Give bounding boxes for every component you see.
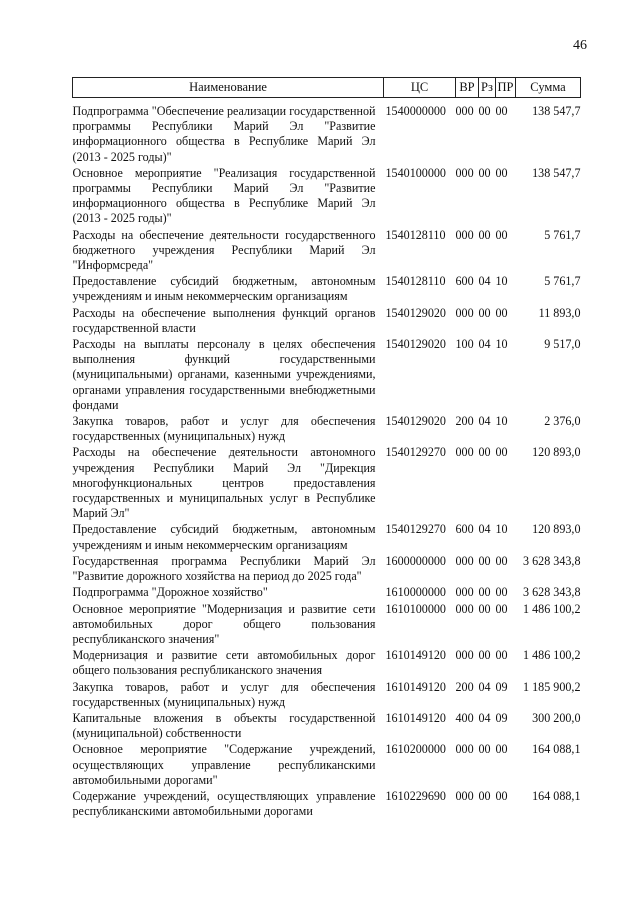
cell-sum: 5 761,7 [544,227,581,242]
cell-vr: 000 [455,585,474,600]
table-row [73,522,581,553]
cell-cs: 1610000000 [385,585,446,600]
table-row [73,711,581,742]
cell-vr: 000 [455,445,474,460]
cell-vr: 000 [455,227,474,242]
cell-vr: 000 [455,104,474,118]
budget-table [72,77,581,820]
cell-vr: 000 [455,305,474,320]
table-row [73,789,581,820]
cell-rz: 00 [478,788,491,803]
cell-sum: 9 517,0 [544,337,581,352]
cell-rz: 00 [478,585,491,600]
cell-sum: 1 486 100,2 [523,601,581,616]
cell-rz: 00 [478,165,491,180]
cell-cs: 1600000000 [385,553,446,568]
table-row [73,680,581,711]
cell-name: Модернизация и развитие сети автомобильных дорог общего пользования республиканского значения [72,648,376,678]
cell-vr: 000 [455,165,474,180]
cell-pr: 00 [495,227,508,242]
cell-cs: 1610229690 [385,788,446,803]
cell-name: Расходы на выплаты персоналу в целях обеспечения выполнения функций государственными (муниципальными) органами, казенными учреждениями, органами управления государственными внебюджетными фондами [72,337,376,412]
table-row [73,585,581,601]
cell-cs: 1610149120 [385,679,446,694]
cell-pr: 00 [495,648,508,663]
table-row [73,104,581,166]
header-sum: Сумма [516,78,581,98]
cell-pr: 00 [495,742,508,757]
cell-vr: 600 [455,274,474,289]
cell-cs: 1540129270 [385,522,446,537]
cell-cs: 1610149120 [385,648,446,663]
cell-sum: 1 185 900,2 [523,679,581,694]
cell-name: Подпрограмма "Обеспечение реализации государственной программы Республики Марий Эл "Развитие информационного общества в Республике Марий Эл (2013 - 2025 годы)" [72,104,376,164]
cell-rz: 00 [478,305,491,320]
cell-cs: 1540128110 [385,227,446,242]
cell-sum: 11 893,0 [538,305,581,320]
cell-rz: 04 [478,274,491,289]
cell-pr: 00 [495,601,508,616]
header-cs: ЦС [384,78,456,98]
cell-rz: 00 [478,601,491,616]
cell-pr: 10 [495,274,508,289]
cell-sum: 3 628 343,8 [523,553,581,568]
cell-name: Основное мероприятие "Содержание учреждений, осуществляющих управление республиканскими автомобильными дорогами" [72,742,376,787]
cell-sum: 120 893,0 [532,445,581,460]
cell-vr: 100 [455,337,474,352]
cell-rz: 00 [478,227,491,242]
cell-cs: 1540100000 [385,165,446,180]
cell-sum: 164 088,1 [532,788,581,803]
page-number: 46 [573,38,587,53]
table-row [73,166,581,228]
cell-pr: 09 [495,679,508,694]
cell-name: Основное мероприятие "Модернизация и развитие сети автомобильных дорог общего пользования республиканского значения" [72,601,376,646]
cell-pr: 10 [495,337,508,352]
cell-name: Предоставление субсидий бюджетным, автономным учреждениям и иным некоммерческим организациям [72,522,376,552]
cell-name: Государственная программа Республики Марий Эл "Развитие дорожного хозяйства на период до 2025 года" [72,553,376,584]
cell-sum: 2 376,0 [544,414,581,429]
table-row [73,445,581,522]
cell-sum: 5 761,7 [544,274,581,289]
table-row [73,648,581,679]
cell-sum: 138 547,7 [532,165,581,180]
cell-name: Расходы на обеспечение выполнения функций органов государственной власти [72,305,376,335]
header-vr: ВР [456,78,479,98]
cell-pr: 09 [495,710,508,725]
cell-name: Расходы на обеспечение деятельности государственного бюджетного учреждения Республики Марий Эл "Информсреда" [72,227,376,273]
cell-name: Подпрограмма "Дорожное хозяйство" [72,585,268,600]
cell-pr: 00 [495,165,508,180]
cell-pr: 00 [495,445,508,460]
table-row [73,554,581,585]
cell-sum: 120 893,0 [532,522,581,537]
table-row [73,337,581,414]
cell-vr: 000 [455,601,474,616]
cell-rz: 04 [478,337,491,352]
cell-rz: 04 [478,522,491,537]
cell-cs: 1610149120 [385,710,446,725]
cell-pr: 00 [495,553,508,568]
table-row [73,742,581,789]
cell-pr: 00 [495,104,508,118]
table-body [73,98,581,821]
cell-vr: 000 [455,742,474,757]
table-row [73,602,581,649]
cell-sum: 164 088,1 [532,742,581,757]
cell-vr: 200 [455,679,474,694]
cell-cs: 1610100000 [385,601,446,616]
cell-pr: 00 [495,788,508,803]
cell-name: Капитальные вложения в объекты государственной (муниципальной) собственности [72,710,376,741]
header-name: Наименование [73,78,384,98]
cell-pr: 10 [495,522,508,537]
cell-cs: 1540128110 [385,274,446,289]
cell-pr: 10 [495,414,508,429]
cell-cs: 1610200000 [385,742,446,757]
cell-sum: 300 200,0 [532,710,581,725]
cell-sum: 1 486 100,2 [523,648,581,663]
table-row [73,414,581,445]
cell-vr: 600 [455,522,474,537]
cell-rz: 00 [478,742,491,757]
cell-name: Основное мероприятие "Реализация государственной программы Республики Марий Эл "Развитие информационного общества в Республике Марий Эл (2013 - 2025 годы)" [72,165,376,226]
table-row [73,306,581,337]
header-rz: Рз [479,78,496,98]
cell-vr: 200 [455,414,474,429]
table-row [73,228,581,275]
header-pr: ПР [496,78,516,98]
cell-cs: 1540129020 [385,305,446,320]
cell-vr: 000 [455,553,474,568]
table-row [73,274,581,305]
cell-sum: 138 547,7 [532,104,581,118]
cell-cs: 1540000000 [385,104,446,118]
cell-cs: 1540129020 [385,414,446,429]
cell-rz: 04 [478,710,491,725]
cell-cs: 1540129270 [385,445,446,460]
cell-pr: 00 [495,305,508,320]
cell-name: Расходы на обеспечение деятельности автономного учреждения Республики Марий Эл "Дирекция многофункциональных центров предоставления государственных и муниципальных услуг в Республике Марий Эл" [72,445,376,521]
cell-pr: 00 [495,585,508,600]
cell-rz: 00 [478,445,491,460]
cell-rz: 00 [478,648,491,663]
cell-name: Закупка товаров, работ и услуг для обеспечения государственных (муниципальных) нужд [72,679,376,709]
cell-vr: 000 [455,648,474,663]
cell-rz: 00 [478,553,491,568]
cell-name: Предоставление субсидий бюджетным, автономным учреждениям и иным некоммерческим организациям [72,274,376,304]
cell-cs: 1540129020 [385,337,446,352]
cell-sum: 3 628 343,8 [523,585,581,600]
table-header [73,78,581,98]
cell-name: Содержание учреждений, осуществляющих управление республиканскими автомобильными дорогами [72,788,376,819]
cell-vr: 000 [455,788,474,803]
cell-rz: 00 [478,104,491,118]
cell-vr: 400 [455,710,474,725]
cell-rz: 04 [478,679,491,694]
cell-rz: 04 [478,414,491,429]
cell-name: Закупка товаров, работ и услуг для обеспечения государственных (муниципальных) нужд [72,414,376,444]
